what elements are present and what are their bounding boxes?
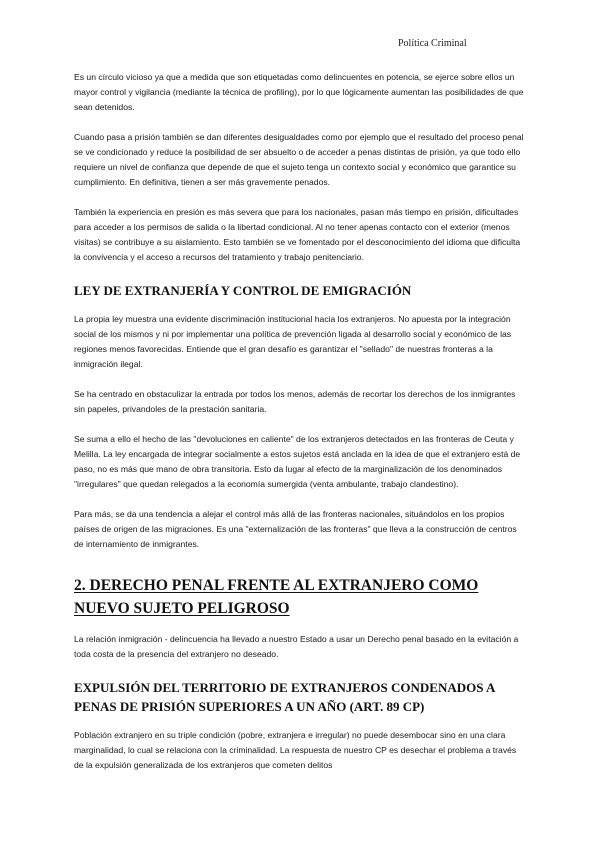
paragraph: Se suma a ello el hecho de las "devoluciones en caliente" de los extranjeros detectados en las fronteras de Ceuta y Melilla. La ley encargada de integrar socialmente a estos sujetos está anclada en la idea de que el extranjero está de paso, no es más que mano de obra transitoria. Esto da lugar al efecto de la marginalización de los denominados "irregulares" que quedan relegados a la economía sumergida (venta ambulante, trabajo clandestino). — [74, 434, 521, 489]
paragraph: La propia ley muestra una evidente discriminación institucional hacia los extranjeros. No apuesta por la integración social de los mismos y ni por implementar una política de prevención ligada al desarrollo social y económico de las regiones menos favorecidas. Entiende que el gran desafío es garantizar el "sellado" de nuestras fronteras a la inmigración ilegal. — [74, 314, 512, 369]
subsection-heading: EXPULSIÓN DEL TERRITORIO DE EXTRANJEROS CONDENADOS A PENAS DE PRISIÓN SUPERIORES A UN AÑO (ART. 89 CP) — [74, 680, 495, 714]
paragraph: La relación inmigración - delincuencia ha llevado a nuestro Estado a usar un Derecho penal basado en la evitación a toda costa de la presencia del extranjero no deseado. — [74, 634, 519, 659]
paragraph: Cuando pasa a prisión también se dan diferentes desigualdades como por ejemplo que el resultado del proceso penal se ve condicionado y reduce la posibilidad de ser absuelto o de acceder a penas distintas de prisión, ya que todo ello requiere un nivel de confianza que depende de que el sujeto tenga un contexto social y económico que garantice su cumplimiento. En definitiva, tienen a ser más gravemente penados. — [74, 132, 524, 187]
subsection-heading: LEY DE EXTRANJERÍA Y CONTROL DE EMIGRACIÓN — [74, 283, 412, 298]
document-body — [74, 70, 526, 773]
paragraph: Población extranjero en su triple condición (pobre, extranjera e irregular) no puede desembocar sino en una clara marginalidad, lo cual se relaciona con la criminalidad. La respuesta de nuestro CP es desechar el problema a través de la expulsión generalizada de los extranjeros que cometen delitos — [74, 730, 517, 770]
paragraph: Se ha centrado en obstaculizar la entrada por todos los menos, además de recortar los derechos de los inmigrantes sin papeles, privandoles de la prestación sanitaria. — [74, 389, 516, 414]
paragraph: Para más, se da una tendencia a alejar el control más allá de las fronteras nacionales, situándolos en los propios países de origen de las migraciones. Es una "externalización de las fronteras" que lleva a la construcción de centros de internamiento de inmigrantes. — [74, 509, 517, 549]
paragraph: También la experiencia en presión es más severa que para los nacionales, pasan más tiempo en prisión, dificultades para acceder a los permisos de salida o la libertad condicional. Al no tener apenas contacto con el exterior (menos visitas) se contribuye a su aislamiento. Esto también se ve fomentado por el desconocimiento del idioma que dificulta la convivencia y el acceso a recursos del tratamiento y trabajo penitenciario. — [74, 207, 521, 262]
paragraph: Es un círculo vicioso ya que a medida que son etiquetadas como delincuentes en potencia, se ejerce sobre ellos un mayor control y vigilancia (mediante la técnica de profiling), por lo que lógicamente aumentan las posibilidades de que sean detenidos. — [74, 72, 524, 112]
running-header: Política Criminal — [398, 38, 467, 49]
section-heading: 2. DERECHO PENAL FRENTE AL EXTRANJERO COMO NUEVO SUJETO PELIGROSO — [74, 577, 479, 617]
